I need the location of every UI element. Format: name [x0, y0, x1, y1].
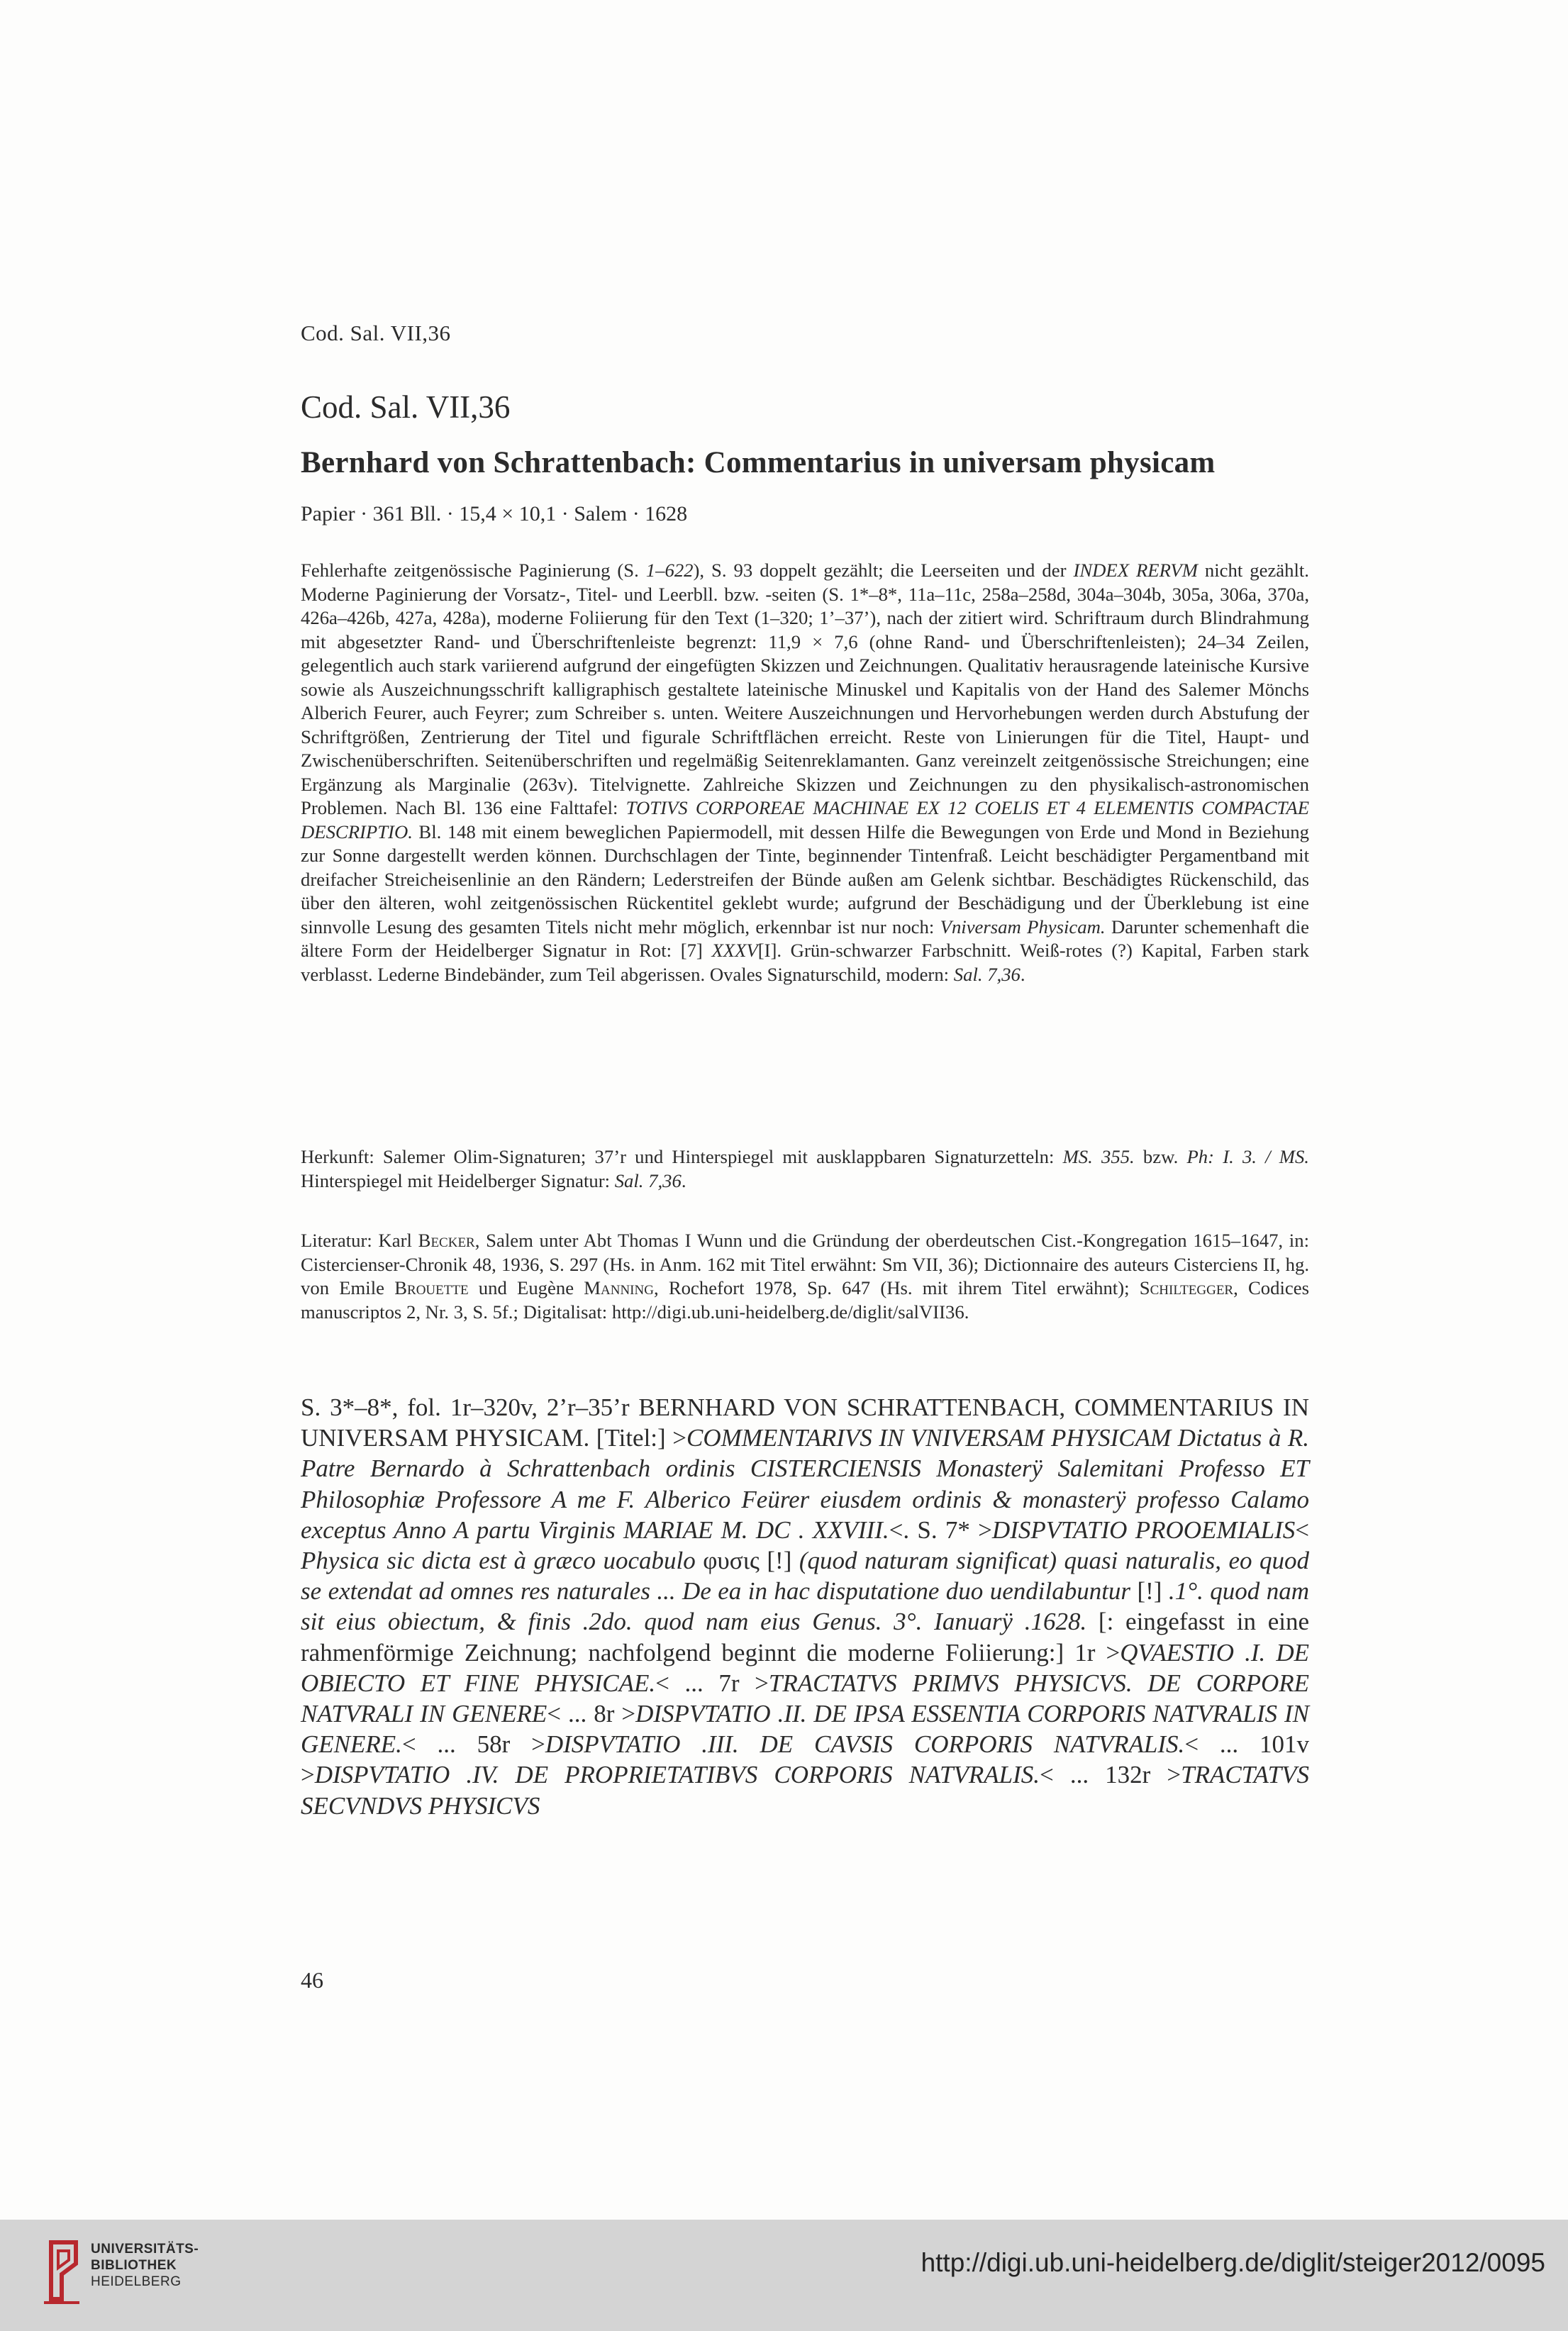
library-logo-icon	[37, 2235, 87, 2306]
shelfmark-heading: Cod. Sal. VII,36	[301, 389, 511, 425]
entry-title: Bernhard von Schrattenbach: Commentarius in universam physicam	[301, 446, 1216, 479]
entry-meta: Papier · 361 Bll. · 15,4 × 10,1 · Salem · 1628	[301, 502, 688, 525]
literature-paragraph: Literatur: Karl Becker, Salem unter Abt Thomas I Wunn und die Gründung der oberdeutschen Cist.-Kongregation 1615–1647, in: Cistercienser-Chronik 48, 1936, S. 297 (Hs. in Anm. 162 mit Titel erwähnt: Sm VII, 36); Dictionnaire des auteurs Cisterciens II, hg. von Emile Brouette und Eugène Manning, Rochefort 1978, Sp. 647 (Hs. mit ihrem Titel erwähnt); Schiltegger, Codices manuscriptos 2, Nr. 3, S. 5f.; Digitalisat: http://digi.ub.uni-heidelberg.de/diglit/salVII36.	[301, 1230, 1309, 1323]
library-name: UNIVERSITÄTS- BIBLIOTHEK HEIDELBERG	[91, 2242, 199, 2289]
page-number: 46	[301, 1967, 323, 1993]
contents-paragraph: S. 3*–8*, fol. 1r–320v, 2’r–35’r BERNHARD VON SCHRATTENBACH, COMMENTARIUS IN UNIVERSAM PHYSICAM. [Titel:] >COMMENTARIVS IN VNIVERSAM PHYSICAM Dictatus à R. Patre Bernardo à Schrattenbach ordinis CISTERCIENSIS Monasterÿ Salemitani Professo ET Philosophiæ Professore A me F. Alberico Feürer eiusdem ordinis & monasterÿ professo Calamo exceptus Anno A partu Virginis MARIAE M. DC . XXVIII.<. S. 7* >DISPVTATIO PROOEMIALIS< Physica sic dicta est à græco uocabulo φυσις [!] (quod naturam significat) quasi naturalis, eo quod se extendat ad omnes res naturales ... De ea in hac disputatione duo uendilabuntur [!] .1°. quod nam sit eius obiectum, & finis .2do. quod nam eius Genus. 3°. Ianuarÿ .1628. [: eingefasst in eine rahmenförmige Zeichnung; nachfolgend beginnt die moderne Foliierung:] 1r >QVAESTIO .I. DE OBIECTO ET FINE PHYSICAE.< ... 7r >TRACTATVS PRIMVS PHYSICVS. DE CORPORE NATVRALI IN GENERE< ... 8r >DISPVTATIO .II. DE IPSA ESSENTIA CORPORIS NATVRALIS IN GENERE.< ... 58r >DISPVTATIO .III. DE CAVSIS CORPORIS NATVRALIS.< ... 101v >DISPVTATIO .IV. DE PROPRIETATIBVS CORPORIS NATVRALIS.< ... 132r >TRACTATVS SECVNDVS PHYSICVS	[301, 1393, 1310, 1820]
footer-bar	[0, 2220, 1568, 2331]
running-header: Cod. Sal. VII,36	[301, 321, 451, 345]
provenance-paragraph: Herkunft: Salemer Olim-Signaturen; 37’r und Hinterspiegel mit ausklappbaren Signaturzetteln: MS. 355. bzw. Ph: I. 3. / MS. Hinterspiegel mit Heidelberger Signatur: Sal. 7,36.	[301, 1146, 1309, 1191]
source-url-link[interactable]: http://digi.ub.uni-heidelberg.de/diglit/steiger2012/0095	[921, 2248, 1545, 2277]
description-paragraph: Fehlerhafte zeitgenössische Paginierung (S. 1–622), S. 93 doppelt gezählt; die Leerseiten und der INDEX RERVM nicht gezählt. Moderne Paginierung der Vorsatz-, Titel- und Leerbll. bzw. -seiten (S. 1*–8*, 11a–11c, 258a–258d, 304a–304b, 305a, 306a, 370a, 426a–426b, 427a, 428a), moderne Foliierung für den Text (1–320; 1’–37’), nach der zitiert wird. Schriftraum durch Blindrahmung mit abgesetzter Rand- und Überschriftenleiste begrenzt: 11,9 × 7,6 (ohne Rand- und Überschriftenleisten); 24–34 Zeilen, gelegentlich auch stark variierend aufgrund der eingefügten Skizzen und Zeichnungen. Qualitativ herausragende lateinische Kursive sowie als Auszeichnungsschrift kalligraphisch gestaltete lateinische Minuskel und Kapitalis von der Hand des Salemer Mönchs Alberich Feurer, auch Feyrer; zum Schreiber s. unten. Weitere Auszeichnungen und Hervorhebungen werden durch Abstufung der Schriftgrößen, Zentrierung der Titel und figurale Schriftflächen erreicht. Reste von Linierungen für die Titel, Haupt- und Zwischenüberschriften. Seitenüberschriften und regelmäßig Seitenreklamanten. Ganz vereinzelt zeitgenössische Streichungen; eine Ergänzung als Marginalie (263v). Titelvignette. Zahlreiche Skizzen und Zeichnungen zu den physikalisch-astronomischen Problemen. Nach Bl. 136 eine Falttafel: TOTIVS CORPOREAE MACHINAE EX 12 COELIS ET 4 ELEMENTIS COMPACTAE DESCRIPTIO. Bl. 148 mit einem beweglichen Papiermodell, mit dessen Hilfe die Bewegungen von Erde und Mond in Beziehung zur Sonne dargestellt werden können. Durchschlagen der Tinte, beginnender Tintenfraß. Leicht beschädigter Pergamentband mit dreifacher Streicheisenlinie an den Rändern; Lederstreifen der Bünde außen am Gelenk sichtbar. Beschädigtes Rückenschild, das über den älteren, wohl zeitgenössischen Rückentitel geklebt wurde; aufgrund der Beschädigung und der Überklebung ist eine sinnvolle Lesung des gesamten Titels nicht mehr möglich, erkennbar ist nur noch: Vniversam Physicam. Darunter schemenhaft die ältere Form der Heidelberger Signatur in Rot: [7] XXXV[I]. Grün-schwarzer Farbschnitt. Weiß-rotes (?) Kapital, Farben stark verblasst. Lederne Bindebänder, zum Teil abgerissen. Ovales Signaturschild, modern: Sal. 7,36.	[301, 560, 1310, 985]
